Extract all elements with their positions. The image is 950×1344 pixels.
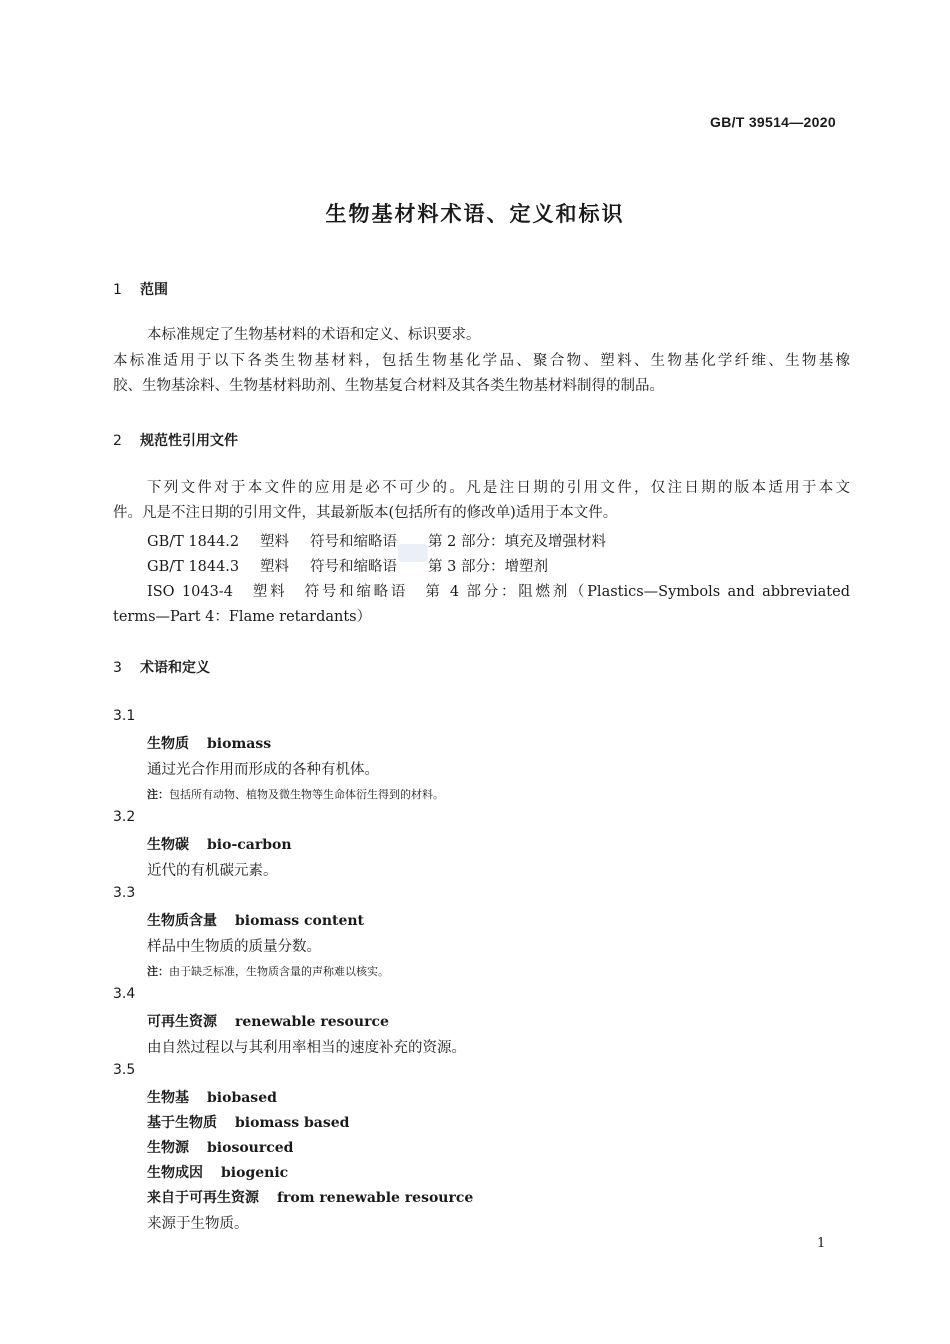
section-heading-scope — [113, 279, 168, 299]
term-entry-synonym — [147, 1137, 293, 1157]
term-entry — [147, 1087, 277, 1107]
section-number: 2 — [113, 433, 122, 449]
paragraph-line: 胶、生物基涂料、生物基材料助剂、生物基复合材料及其各类生物基材料制得的制品。 — [113, 378, 664, 394]
page-number: 1 — [817, 1236, 826, 1251]
note-text: 由于缺乏标准，生物质含量的声称难以核实。 — [169, 965, 389, 978]
term-definition: 由自然过程以与其利用率相当的速度补充的资源。 — [147, 1040, 466, 1056]
note-label: 注： — [147, 965, 169, 978]
term-entry-synonym — [147, 1112, 349, 1132]
section-heading-terms-and-definitions — [113, 657, 210, 677]
section-title: 范围 — [140, 282, 168, 298]
standard-number: GB/T 39514—2020 — [710, 114, 836, 130]
paragraph-line: 下列文件对于本文件的应用是必不可少的。凡是注日期的引用文件，仅注日期的版本适用于本文 — [147, 480, 850, 496]
term-chinese: 来自于可再生资源 — [147, 1190, 259, 1206]
term-english: biogenic — [221, 1165, 289, 1181]
term-entry — [147, 1011, 389, 1031]
term-chinese: 生物质含量 — [147, 913, 217, 929]
reference-item — [147, 530, 606, 551]
reference-code: GB/T 1844.3 — [147, 559, 240, 575]
term-english: biobased — [207, 1090, 277, 1106]
document-title: 生物基材料术语、定义和标识 — [325, 202, 625, 226]
term-number: 3.5 — [113, 1062, 136, 1078]
term-chinese: 生物质 — [147, 736, 189, 752]
reference-item-iso: ISO 1043-4 塑料 符号和缩略语 第 4 部分：阻燃剂（Plastics—Symbols and abbreviated — [147, 584, 850, 600]
paragraph-line: 本标准适用于以下各类生物基材料，包括生物基化学品、聚合物、塑料、生物基化学纤维、生物基橡 — [113, 353, 850, 369]
term-english: biomass — [207, 736, 272, 752]
reference-part-a: 塑料 — [260, 559, 289, 575]
term-english: renewable resource — [235, 1014, 389, 1030]
reference-part-c: 第 3 部分：增塑剂 — [428, 559, 548, 575]
term-entry — [147, 733, 271, 753]
reference-part-b: 符号和缩略语 — [310, 559, 397, 575]
reference-part-c: 第 2 部分：填充及增强材料 — [428, 534, 606, 550]
paragraph-line: 件。凡是不注日期的引用文件，其最新版本(包括所有的修改单)适用于本文件。 — [113, 505, 618, 521]
term-definition: 通过光合作用而形成的各种有机体。 — [147, 762, 379, 778]
term-note — [147, 786, 444, 802]
note-text: 包括所有动物、植物及微生物等生命体衍生得到的材料。 — [169, 788, 444, 801]
term-number: 3.1 — [113, 708, 136, 724]
term-definition: 近代的有机碳元素。 — [147, 863, 278, 879]
term-definition: 样品中生物质的质量分数。 — [147, 939, 321, 955]
term-number: 3.3 — [113, 885, 136, 901]
term-english: from renewable resource — [277, 1190, 474, 1206]
section-title: 规范性引用文件 — [140, 433, 238, 449]
term-number: 3.2 — [113, 809, 136, 825]
reference-part-a: 塑料 — [260, 534, 289, 550]
term-chinese: 生物成因 — [147, 1165, 203, 1181]
term-note — [147, 963, 389, 979]
term-chinese: 生物碳 — [147, 837, 189, 853]
term-chinese: 基于生物质 — [147, 1115, 217, 1131]
term-english: biomass content — [235, 913, 365, 929]
section-heading-normative-references — [113, 430, 238, 450]
section-number: 3 — [113, 660, 122, 676]
reference-item — [147, 555, 548, 576]
term-chinese: 生物源 — [147, 1140, 189, 1156]
term-entry — [147, 834, 292, 854]
term-english: biosourced — [207, 1140, 294, 1156]
section-number: 1 — [113, 282, 122, 298]
reference-code: GB/T 1844.2 — [147, 534, 240, 550]
term-definition: 来源于生物质。 — [147, 1216, 249, 1232]
term-english: biomass based — [235, 1115, 350, 1131]
term-entry-synonym — [147, 1187, 473, 1207]
reference-part-b: 符号和缩略语 — [310, 534, 397, 550]
term-chinese: 生物基 — [147, 1090, 189, 1106]
term-entry-synonym — [147, 1162, 288, 1182]
term-entry — [147, 910, 364, 930]
section-title: 术语和定义 — [140, 660, 210, 676]
paragraph: 本标准规定了生物基材料的术语和定义、标识要求。 — [147, 327, 481, 343]
reference-item-iso-continued: terms—Part 4：Flame retardants） — [113, 609, 372, 625]
term-number: 3.4 — [113, 986, 136, 1002]
term-english: bio-carbon — [207, 837, 292, 853]
term-chinese: 可再生资源 — [147, 1014, 217, 1030]
note-label: 注： — [147, 788, 169, 801]
